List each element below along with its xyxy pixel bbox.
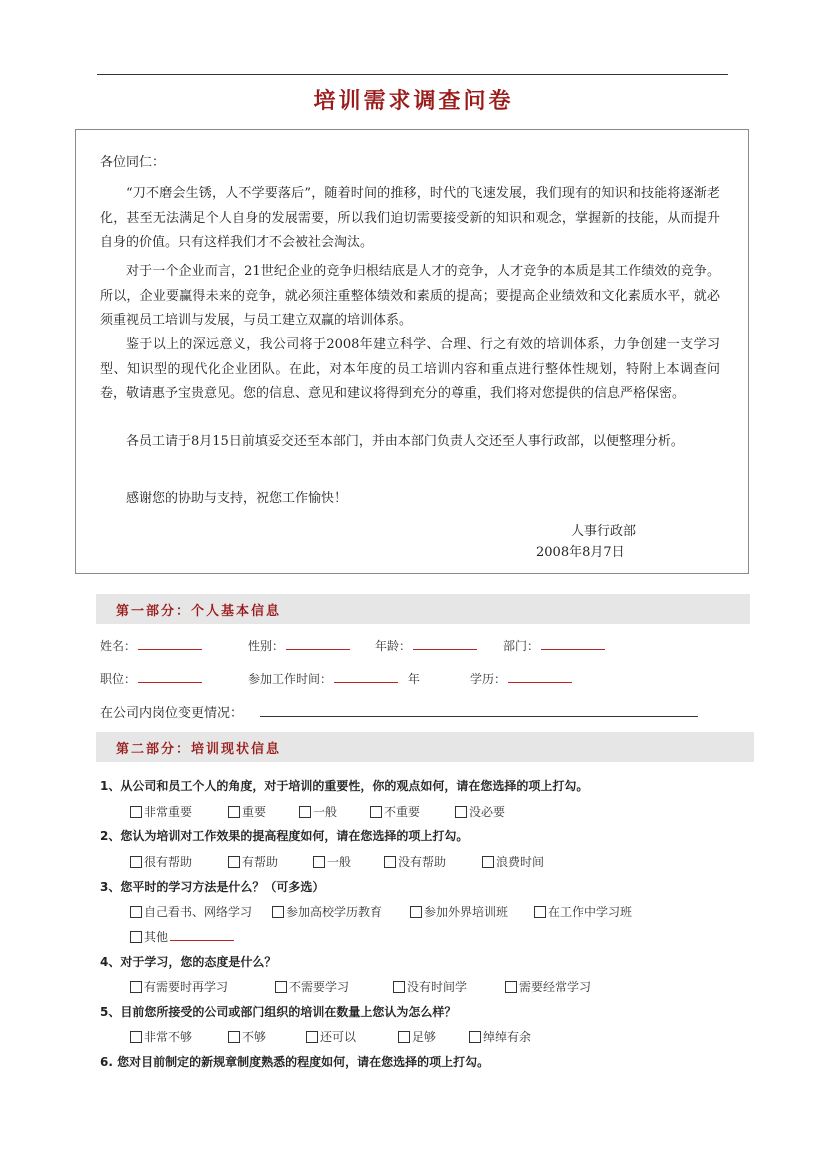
letter-paragraph: 感谢您的协助与支持，祝您工作愉快！ <box>126 491 348 506</box>
option-checkbox[interactable]: 重要 <box>228 803 266 820</box>
gender-label: 性别： <box>248 639 285 653</box>
checkbox-icon <box>130 806 142 818</box>
checkbox-icon <box>398 1031 410 1043</box>
checkbox-icon <box>313 856 325 868</box>
question-6: 6. 您对目前制定的新规章制度熟悉的程度如何，请在您选择的项上打勾。 <box>100 1055 490 1069</box>
position-field-row <box>100 670 202 687</box>
checkbox-icon <box>534 906 546 918</box>
work-time-field-row <box>248 670 420 687</box>
option-checkbox[interactable]: 需要经常学习 <box>505 978 591 995</box>
checkbox-icon <box>228 1031 240 1043</box>
name-field-row <box>100 637 202 654</box>
option-checkbox[interactable]: 参加高校学历教育 <box>272 903 382 920</box>
other-input[interactable] <box>170 928 234 941</box>
page-title: 培训需求调查问卷 <box>313 89 514 114</box>
question-4: 4、对于学习，您的态度是什么？ <box>100 955 277 969</box>
checkbox-icon <box>410 906 422 918</box>
work-time-input[interactable] <box>334 670 398 683</box>
checkbox-icon <box>130 1031 142 1043</box>
gender-input[interactable] <box>286 637 350 650</box>
option-checkbox[interactable]: 没有时间学 <box>393 978 467 995</box>
checkbox-icon <box>393 981 405 993</box>
letter-greeting: 各位同仁： <box>100 155 166 170</box>
education-field-row <box>470 670 572 687</box>
age-label: 年龄： <box>375 639 412 653</box>
letter-paragraph: 对于一个企业而言，21世纪企业的竞争归根结底是人才的竞争，人才竞争的本质是其工作绩效的竞争。所以，企业要赢得未来的竞争，就必须注重整体绩效和素质的提高；要提高企业绩效和文化素质水平，就必须重视员工培训与发展，与员工建立双赢的培训体系。 <box>100 264 720 328</box>
option-checkbox[interactable]: 一般 <box>299 803 337 820</box>
letter-paragraph: 鉴于以上的深远意义，我公司将于2008年建立科学、合理、行之有效的培训体系，力争创建一支学习型、知识型的现代化企业团队。在此，对本年度的员工培训内容和重点进行整体性规划，特附上本调查问卷，敬请惠予宝贵意见。您的信息、意见和建议将得到充分的尊重，我们将对您提供的信息严格保密。 <box>100 337 720 401</box>
option-checkbox[interactable]: 很有帮助 <box>130 853 192 870</box>
age-input[interactable] <box>413 637 477 650</box>
signature-department: 人事行政部 <box>571 524 637 539</box>
work-time-label: 参加工作时间： <box>248 672 333 686</box>
job-change-input[interactable] <box>260 716 698 717</box>
option-checkbox[interactable]: 足够 <box>398 1028 436 1045</box>
section1-title: 第一部分：个人基本信息 <box>116 604 282 619</box>
checkbox-icon <box>482 856 494 868</box>
option-checkbox[interactable]: 有需要时再学习 <box>130 978 228 995</box>
education-label: 学历： <box>470 672 507 686</box>
option-checkbox[interactable]: 自己看书、网络学习 <box>130 903 252 920</box>
checkbox-icon <box>370 806 382 818</box>
option-checkbox[interactable]: 没有帮助 <box>384 853 446 870</box>
option-checkbox[interactable]: 浪费时间 <box>482 853 544 870</box>
checkbox-icon <box>384 856 396 868</box>
question-2: 2、您认为培训对工作效果的提高程度如何，请在您选择的项上打勾。 <box>100 829 469 843</box>
option-checkbox[interactable]: 其他 <box>130 928 234 945</box>
option-checkbox[interactable]: 有帮助 <box>228 853 278 870</box>
option-checkbox[interactable]: 参加外界培训班 <box>410 903 508 920</box>
checkbox-icon <box>272 906 284 918</box>
option-checkbox[interactable]: 非常不够 <box>130 1028 192 1045</box>
section2-title: 第二部分：培训现状信息 <box>116 742 282 757</box>
question-1: 1、从公司和员工个人的角度，对于培训的重要性，你的观点如何，请在您选择的项上打勾。 <box>100 779 589 793</box>
education-input[interactable] <box>508 670 572 683</box>
checkbox-icon <box>299 806 311 818</box>
checkbox-icon <box>130 906 142 918</box>
option-checkbox[interactable]: 一般 <box>313 853 351 870</box>
dept-input[interactable] <box>541 637 605 650</box>
option-checkbox[interactable]: 非常重要 <box>130 803 192 820</box>
checkbox-icon <box>228 856 240 868</box>
job-change-label: 在公司内岗位变更情况： <box>100 706 244 721</box>
option-checkbox[interactable]: 在工作中学习班 <box>534 903 632 920</box>
checkbox-icon <box>130 856 142 868</box>
checkbox-icon <box>505 981 517 993</box>
signature-date: 2008年8月7日 <box>536 545 625 560</box>
year-suffix: 年 <box>407 672 420 686</box>
gender-field-row <box>248 637 350 654</box>
option-checkbox[interactable]: 绰绰有余 <box>469 1028 531 1045</box>
checkbox-icon <box>306 1031 318 1043</box>
option-checkbox[interactable]: 没必要 <box>455 803 505 820</box>
option-checkbox[interactable]: 不重要 <box>370 803 420 820</box>
name-label: 姓名： <box>100 639 137 653</box>
option-checkbox[interactable]: 不需要学习 <box>275 978 349 995</box>
checkbox-icon <box>130 931 142 943</box>
checkbox-icon <box>469 1031 481 1043</box>
position-input[interactable] <box>138 670 202 683</box>
checkbox-icon <box>130 981 142 993</box>
checkbox-icon <box>228 806 240 818</box>
age-field-row <box>375 637 477 654</box>
section1-header <box>96 594 750 624</box>
checkbox-icon <box>455 806 467 818</box>
name-input[interactable] <box>138 637 202 650</box>
letter-paragraph: 各员工请于8月15日前填妥交还至本部门，并由本部门负责人交还至人事行政部，以便整理分析。 <box>126 434 684 449</box>
question-3: 3、您平时的学习方法是什么？（可多选） <box>100 880 325 894</box>
option-checkbox[interactable]: 不够 <box>228 1028 266 1045</box>
option-checkbox[interactable]: 还可以 <box>306 1028 356 1045</box>
top-rule <box>97 74 728 75</box>
position-label: 职位： <box>100 672 137 686</box>
section2-header <box>96 732 754 762</box>
letter-paragraph: “刀不磨会生锈，人不学要落后”，随着时间的推移，时代的飞速发展，我们现有的知识和技能将逐渐老化，甚至无法满足个人自身的发展需要，所以我们迫切需要接受新的知识和观念，掌握新的技能，从而提升自身的价值。只有这样我们才不会被社会淘汰。 <box>100 186 720 250</box>
dept-field-row <box>503 637 605 654</box>
dept-label: 部门： <box>503 639 540 653</box>
question-5: 5、目前您所接受的公司或部门组织的培训在数量上您认为怎么样？ <box>100 1005 457 1019</box>
checkbox-icon <box>275 981 287 993</box>
